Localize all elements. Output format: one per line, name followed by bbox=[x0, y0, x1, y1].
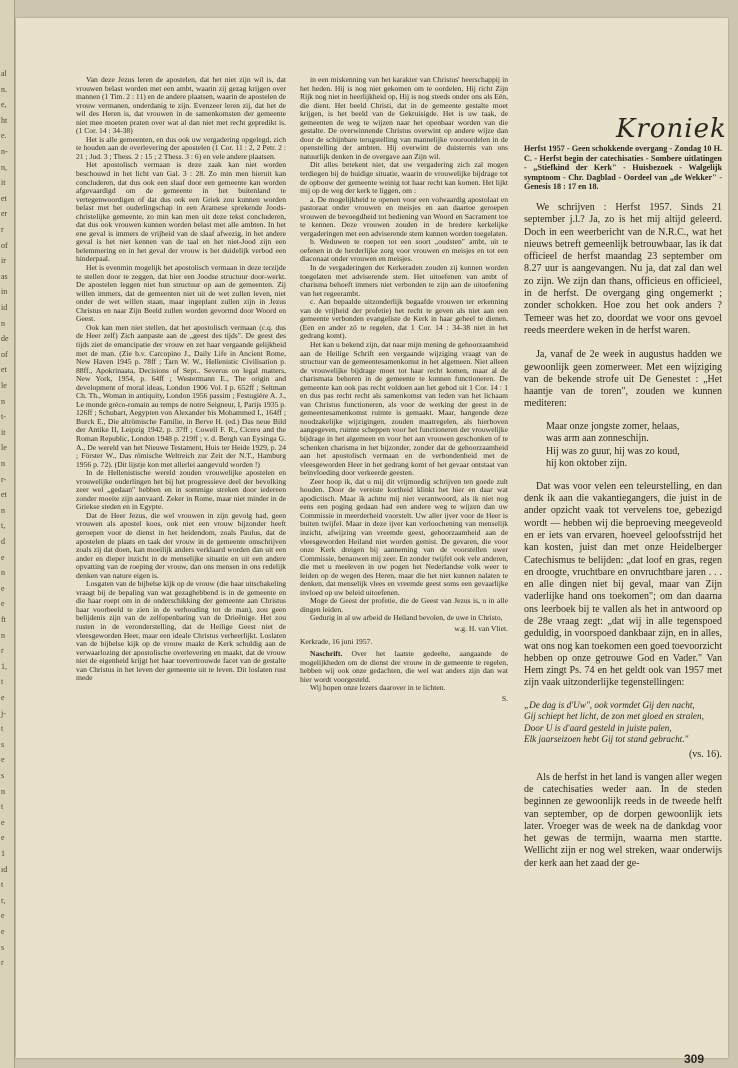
closing-initial: S. bbox=[501, 693, 508, 703]
previous-page-fragment: ıd bbox=[1, 864, 8, 874]
signature-name: w.g. H. van Vliet. bbox=[454, 624, 508, 633]
previous-page-fragment: e bbox=[1, 817, 5, 827]
paragraph: Gedurig in al uw arbeid de Heiland bevolen, de uwe in Christo, bbox=[310, 613, 503, 623]
poem-line: Hij was zo guur, hij was zo koud, bbox=[546, 445, 680, 457]
paragraph: Dat was voor velen een teleurstelling, en dan denk ik aan die vakantiegangers, die juist in de ander opzicht vaak tot vervelens toe, gebezigd wordt — hebben wij die beproeving meegeveold en er iets van ervaren, hoeveel geloofsstrijd het kan kosten, juist dan met onze Heidelberger Catechismus te belijden: „dat loof en gras, regen en droogte, vruchtbare en onvruchtbare jaren . . . en alle dingen niet bij geval, maar van Zijn vaderlijke hand ons toekomen"; om dan daarna ons leerboek bij te vallen als het in antwoord op de 28e vraag zegt: „dat wij in alle tegenspoed geduldig, in voorspoed dankbaar zijn, en in alles, wat ons nog kan toekomen een goed toevoorzicht hebben op onze getrouwe God en Vader." Van Hem zingt Ps. 74 en het geldt ook van 1957 met zijn vaak uitzonderlijke tegenstellingen: bbox=[524, 480, 722, 689]
previous-page-fragment: ht bbox=[1, 115, 8, 125]
previous-page-fragment: n bbox=[1, 568, 5, 578]
poem-line: hij kon oktober zijn. bbox=[546, 458, 628, 470]
column-middle bbox=[300, 76, 508, 705]
previous-page-fragment: r, bbox=[1, 895, 6, 905]
previous-page-fragment: et bbox=[1, 365, 7, 375]
previous-page-fragment: it bbox=[1, 178, 6, 188]
previous-page-fragment: le bbox=[1, 381, 7, 390]
previous-page-fragment: t bbox=[1, 802, 4, 812]
previous-page-fragment: 1 bbox=[1, 849, 5, 858]
previous-page-fragment: s bbox=[1, 739, 5, 749]
previous-page-fragment: r bbox=[1, 646, 4, 656]
previous-page-fragment: er bbox=[1, 209, 8, 219]
previous-page-fragment: j- bbox=[1, 708, 6, 718]
previous-page-fragment: n bbox=[1, 630, 5, 640]
paragraph: In de Hellenistische wereld zouden vrouwelijke apostelen en vrouwelijke ouderlingen het bij het progressieve deel der bevolking zeer wel „gedaan" hebben en in sommige streken door iedereen zonder moeite zijn aanvaard. Zeker in Rome, maar niet minder in de Griekse steden en in Egypte. bbox=[76, 468, 286, 512]
previous-page-fragment: et bbox=[1, 490, 7, 500]
previous-page-fragment: n, bbox=[1, 162, 7, 172]
quote-line: Elk jaarseizoen hebt Gij tot stand gebracht." bbox=[524, 733, 689, 744]
poem bbox=[546, 421, 722, 471]
previous-page-fragment: t bbox=[1, 677, 4, 687]
previous-page-fragment: ft bbox=[1, 615, 6, 624]
previous-page-fragment: de bbox=[1, 334, 9, 344]
previous-page-fragment: ir bbox=[1, 256, 6, 266]
paragraph: Dat de Heer Jezus, die wel vrouwen in zijn gevolg had, geen vrouwen als apostel koos, ook niet een vrouw bijzonder heeft geroepen voor de dienst in het heidendom, zoals Paulus, dat de apostelen de plaats en taak der vrouw in de gemeente omschrijven zoals zij dat doen, kan moeilijk anders verklaard worden dan uit een ander en dieper inzicht in de menselijke situatie en uit een andere opvatting van de roeping der vrouw, dan ons mensen in ons redelijk denken van nature eigen is. bbox=[76, 510, 286, 580]
previous-page-fragment: e, bbox=[1, 100, 7, 110]
paragraph: Moge de Geest der profetie, die de Geest van Jezus is, u in alle dingen leiden. bbox=[300, 596, 508, 614]
paragraph: Het is evenmin mogelijk het apostolisch vermaan in deze terzijde te stellen door te zeggen, dat hier een Joodse structuur door-werkt. De apostelen leggen niet hun structuur op aan de gemeenten. Zij willen immers, dat de gemeenten niet uit de wet zullen leven, niet onder de wet willen staan, maar ingeplant zullen zijn in Jezus Christus en naar Zijn Beeld zullen worden gevormd door Woord en Geest. bbox=[76, 263, 286, 324]
previous-page-fragment: e bbox=[1, 693, 5, 702]
paragraph: Ja, vanaf de 2e week in augustus hadden we gewoonlijk geen zomerweer. Met een wijziging van de bekende strofe uit De Genestet : „Het haantje van de toren", zouden we kunnen mediteren: bbox=[524, 349, 722, 410]
page-sheet bbox=[16, 18, 728, 1066]
previous-page-fragment: e bbox=[1, 583, 5, 593]
paragraph: Het apostolisch vermaan is deze zaak kan niet worden beschouwd in het licht van Gal. 3 : 28. Zo min men hieruit kan concluderen, dat dus ook een slaaf door een gemeente kan worden afgevaardigd om de gemeente in het buitenland te vertegenwoordigen of dat dus ook een Griek zou kunnen worden belast met het ouderlingschap in een Aramese sprekende Joods-christelijke gemeente, zo min kan men uit deze tekst concluderen, dat dus ook vrouwen kunnen worden belast met alle ambten. In het ene geval is immers de vrijheid van de slaaf afwezig, in het andere geval is het niet kennen van de taal en het niet-Jood zijn een belemmering en in het geval der vrouw is het duidelijk verbod een hinderpaal. bbox=[76, 160, 286, 264]
paragraph: Ook kan men niet stellen, dat het apostolisch vermaan (c.q. dus de Heer zelf) Zich aanpaste aan de „geest des tijds". De geest des tijds ziet de emancipatie der vrouw en zet haar vergaande gelijkheid met de man. (Zie b.v. Carcopino J., Daily Life in Ancient Rome, New Haven 1945 p. 78ff ; Tarn W. W., Hellenistic Civilisation p. 88ff., Apokrinaata, Decisions of Sept.. Severus on legal matters, New York, 1954, p. 64ff ; Westermann E., The origin and development of moral ideas, London 1906 Vol. I p. 652ff ; Seltman Ch. Th., Woman in antiquity, London 1956 passim ; Festugière A. J., Le monde gréco-romain au temps de notre Seigneur, I, Parijs 1935 p. 126ff ; Schubart, Aegypten von Alexander bis Mohammed I., 164ff ; Burck E., Die altrömische Familie, in Berve H. (ed.) Das neue Bild der Antike II, Leipzig 1942, p. 37ff ; Cowell F. R., Cicero and the Roman Republic, London 1948 p. 219ff ; v. d. Bergh van Eysinga G. A., De wereld van het Nieuwe Testament, Huis ter Heide 1929, p. 24 ; Förster W., Das römische Weltreich zur Zeit der N.T., Hamburg 1956 p. 72). (Dit lijstje kon met allerlei aangevuld worden !) bbox=[76, 322, 286, 469]
previous-page-fragment: in bbox=[1, 287, 8, 297]
previous-page-fragment: as bbox=[1, 271, 8, 281]
paragraph: Als de herfst in het land is vangen aller wegen de catechisaties weder aan. In de steden beginnen ze gewoonlijk reeds in de tweede helft van september, op de dorpen gewoonlijk iets later. Vroeger was de week na de dankdag voor het gewas de termijn, waarna men startte. Wellicht zijn er nog wel streken, waar onderwijs der kerk aan het zaad der ge- bbox=[524, 771, 722, 869]
kroniek-lead: Herfst 1957 - Geen schokkende overgang - Zondag 10 H. C. - Herfst begin der catechisaties - Sombere uitlatingen - „Stiefkind der Kerk" - Huisbezoek - Walgelijk symptoom - Chr. Dagblad - Oordeel van „de Wekker" - Genesis 18 : 17 en 18. bbox=[524, 144, 722, 192]
previous-page-fragment: e bbox=[1, 911, 5, 921]
quote-line: Gij schiept het licht, de zon met gloed en stralen, bbox=[524, 711, 704, 722]
quote-line: „De dag is d'Uw", ook vormdet Gij den nacht, bbox=[524, 699, 695, 710]
paragraph: Dit alles betekent niet, dat uw vergadering zich zal mogen terdiegen bij de huidige situatie, waarin de vrouwelijke bijdrage tot de opbouw der gemeente weinig tot haar recht kan komen. Het lijkt mij op de weg der kerk te liggen, om : bbox=[300, 160, 508, 196]
previous-page-fragment: n bbox=[1, 459, 5, 468]
kroniek-heading: Kroniek bbox=[616, 114, 727, 144]
previous-page-fragment: id bbox=[1, 303, 8, 312]
previous-page-fragment: n bbox=[1, 318, 5, 328]
page-number: 309 bbox=[684, 1052, 705, 1066]
previous-page-fragment: d bbox=[1, 537, 5, 546]
previous-page-fragment: of bbox=[1, 349, 8, 359]
naschrift bbox=[300, 650, 508, 684]
quote-reference: (vs. 16). bbox=[688, 749, 722, 761]
previous-page-fragment: e bbox=[1, 599, 5, 609]
previous-page-fragment: le bbox=[1, 443, 7, 453]
previous-page-fragment: e bbox=[1, 552, 5, 562]
paragraph: Losgaten van de bijbelse kijk op de vrouw (die haar uitschakeling vraagt bij de bepaling van wat gezaghebbend is in de gemeente en die haar roept om in de onderschikking der gemeente aan Christus haar voorbeeld te zien in de verhouding tot de man), zou geen belijdenis zijn van de zelfopenbaring van de Drieënige. Het zou rusten in de veronderstelling, dat de Heilige Geest niet de vleesgeworden Heer, maar een ideale Christus verheerlijkt. Loslaten van de bijbelse kijk op de vrouw maakt de Kerk schuldig aan de verwaarlozing der apostolische overlevering en maakt, dat de vrouw niet de eigenheid krijgt het haar toevertrouwde facet van de gestalte van Christus in het leven der gemeente uit te leven. Dit loslaten rust mede bbox=[76, 579, 286, 683]
previous-page-fragment: e. bbox=[1, 131, 7, 141]
previous-page-fragment: e bbox=[1, 755, 5, 765]
paragraph: We schrijven : Herfst 1957. Sinds 21 september j.l.? Ja, zo is het mij altijd geleerd. Doch in een weerbericht van de N.R.C., wat het nieuws betreft gemeenlijk betrouwbaar, las ik dat officieel de herfst maandag 23 september om 8.27 uur is aangevangen. Nu ja, dat zal dan wel zo zijn. We zijn dan thans, officieus en officieel, in de herfst. De overgang ging ongemerkt ; zonder schokken. Hoe zou het ook anders ? Temeer was het zo, doordat we voor ons gevoel reeds meerdere weken in de herfst waren. bbox=[524, 201, 722, 336]
previous-page-fragment: it bbox=[1, 427, 6, 437]
previous-page-fragment: e bbox=[1, 927, 5, 936]
previous-page-fragment: n bbox=[1, 505, 5, 515]
signature-place-date: Kerkrade, 16 juni 1957. bbox=[300, 636, 373, 646]
previous-page-fragment: t- bbox=[1, 412, 6, 422]
previous-page-fragment: t bbox=[1, 724, 4, 734]
previous-page-fragment: e bbox=[1, 833, 5, 843]
previous-page-fragment: s bbox=[1, 771, 5, 780]
paragraph: Het kan u bekend zijn, dat naar mijn mening de gehoorzaamheid aan de Heilige Schrift een vergaande wijziging vraagt van de structuur van de gemeentesamenkomst in het algemeen. Niet alleen de vrouwelijke bijdrage moet tot haar recht komen, maar al de charismata behoren in de gemeente te kunnen functioneren. De gemeente kan ook pas recht voldoen aan het gebod uit 1 Cor. 14 : 1 en dus pas recht recht als samenkomst van leden van het lichaam van Christus functioneren, als voor de werking der geest in de gemeentesamenkomst ruimte is gemaakt. Maar, hangende deze noodzakelijke wijzigingen, zouden maatregelen, als hierboven aangegeven, ruimte scheppen voor het functioneren der vrouwelijke bijdrage in het algemeen en voor het aan vrouwen geschonken of te schenken charisma in het bijzonder, zonder dat de gehoorzaamheid aan het apostolisch vermaan en de verbondenheid met de vleesgeworden Heer in het gedrang komt of het gevaar ontstaat van beïnvloeding door verkeerde geesten. bbox=[300, 339, 508, 478]
previous-page-fragment: r bbox=[1, 225, 4, 234]
previous-page-fragment: n bbox=[1, 396, 5, 406]
psalm-quote bbox=[524, 700, 722, 746]
paragraph: in een miskenning van het karakter van Christus' heerschappij in het heden. Hij is nog niet gekomen om te oordelen, Hij richt Zijn Rijk nog niet in heerlijkheid op, Hij is nog steeds onder ons als Eén, die dient. Het beeld Christi, dat in de gemeente gestalte moet krijgen, is het beeld van de Gekruisigde. Het is uw taak, de gemeenten de weg te wijzen naar het openbaar worden van die gestalte. De overwinnende Christus overwint op andere wijze dan door de schijnbare terugstelling van mannelijke vooroordelen in de openstelling der ambten. Hij overwint de duisternis van ons natuurlijk denken in de overgave aan Zijn wil. bbox=[300, 75, 508, 161]
poem-line: was arm aan zonneschijn. bbox=[546, 433, 649, 445]
paragraph: Het is alle gemeenten, en dus ook uw vergadering opgelegd, zich te houden aan de overlevering der apostelen (1 Cor. 11 : 2, 2 Petr. 2 : 21 ; Jud. 3 ; Thess. 2 : 15 ; 2 Thess. 3 : 6) en vele andere plaatsen. bbox=[76, 134, 286, 161]
previous-page-fragment: r- bbox=[1, 474, 7, 484]
column-right bbox=[524, 90, 722, 870]
quote-line: Door U is d'aard gesteld in juiste palen, bbox=[524, 722, 672, 733]
paragraph: a. De mogelijkheid te openen voor een volwaardig apostolaat en pastoraat onder vrouwen en meisjes en aan daartoe geroepen vrouwen de bevoegdheid tot bediening van Woord en Sacrament toe te kennen. Deze vrouwen zouden in de bredere kerkelijke vergaderingen met een adviserende stem kunnen worden toegelaten. bbox=[300, 194, 508, 238]
naschrift-text: Over het laatste gedeelte, aangaande de mogelijkheden om de dienst der vrouw in de gemeente te regelen, hebben wij ook onze gedachten, die wel wat anders zijn dan wat hier wordt voorgesteld. bbox=[300, 649, 508, 684]
paragraph: Zeer hoop ik, dat u mij dit vrijmoedig schrijven ten goede zult houden. Door de vereiste kortheid klinkt het hier en daar wat apodictisch. Maar ik achtte mij niet verantwoord, als ik niet nog eens een poging gedaan had een andere weg te wijzen dan uw Commissie in meerderheid voorstelt. Uw aller ijver voor de Heer is buiten twijfel. Maar in deze ijver kan verloochening van menselijk inzicht, afwijzing van vreemde geest, gehoorzaamheid aan de vleesgeworden Heiland niet worden gemist. De gevaren, die voor onze Kerk dreigen bij aanneming van de voorstellen uwer Commissie, benauwen mij zeer. En zonder twijfel ook vele anderen, die met u meeleven in uw pogen het Nederlandse volk weer te leiden op de wegen des Heren, maar die het niet kunnen nalaten te denken, dat menselijk vlees en vreemde geest soms een gevaarlijke invloed op uw beleid uitoefenen. bbox=[300, 476, 508, 597]
previous-page-edge bbox=[0, 0, 15, 1068]
paragraph: In de vergaderingen der Kerkeraden zouden zij kunnen worden toegelaten met adviserende stem. Het uitoefenen van ambt of charisma behoeft immers niet verbonden te zijn aan de uitoefening van het regeerambt. bbox=[300, 263, 508, 298]
paragraph: Van deze Jezus leren de apostelen, dat het niet zijn wil is, dat vrouwen belast worden met een ambt, waarin zij gezag krijgen over mannen (1 Tim. 2 : 11) en de andere plaatsen, waarin de apostelen de vrouw vermanen, onderdanig te zijn. Evenzeer leren zij, dat het de wil des Heren is, dat vrouwen in de samenkomsten der gemeente niet mee moeten praten over wat al dan niet met recht gepredikt is. (1 Cor. 14 : 34-38) bbox=[76, 75, 286, 136]
previous-page-fragment: n bbox=[1, 786, 5, 796]
previous-page-fragment: r bbox=[1, 958, 4, 968]
previous-page-fragment: t bbox=[1, 880, 4, 890]
column-left bbox=[76, 76, 286, 683]
previous-page-fragment: n- bbox=[1, 147, 8, 156]
previous-page-fragment: n. bbox=[1, 84, 7, 94]
previous-page-fragment: s bbox=[1, 942, 5, 952]
previous-page-fragment: t, bbox=[1, 521, 6, 531]
closing-line: Wij hopen onze lezers daarover in te lichten. bbox=[310, 683, 446, 693]
previous-page-fragment: et bbox=[1, 193, 7, 203]
previous-page-fragment: al bbox=[1, 69, 7, 78]
naschrift-label: Naschrift. bbox=[310, 649, 343, 659]
previous-page-fragment: of bbox=[1, 240, 8, 250]
paragraph: c. Aan bepaalde uitzonderlijk begaafde vrouwen ter erkenning van de vrijheid der profetie) het recht te geven als niet aan een gemeente verbonden evangeliste de Kerk in haar geheel te dienen. (Een en ander zó te regelen, dat 1 Cor. 14 : 34-38 niet in het gedrang komt). bbox=[300, 297, 508, 341]
poem-line: Maar onze jongste zomer, helaas, bbox=[546, 420, 680, 432]
previous-page-fragment: 1, bbox=[1, 661, 7, 671]
paragraph: b. Weduwen te roepen tot een soort „oudsten" ambt, uit te oefenen in de herderlijke zorg voor vrouwen en meisjes en tot een diaconaat onder vrouwen en meisjes. bbox=[300, 237, 508, 264]
